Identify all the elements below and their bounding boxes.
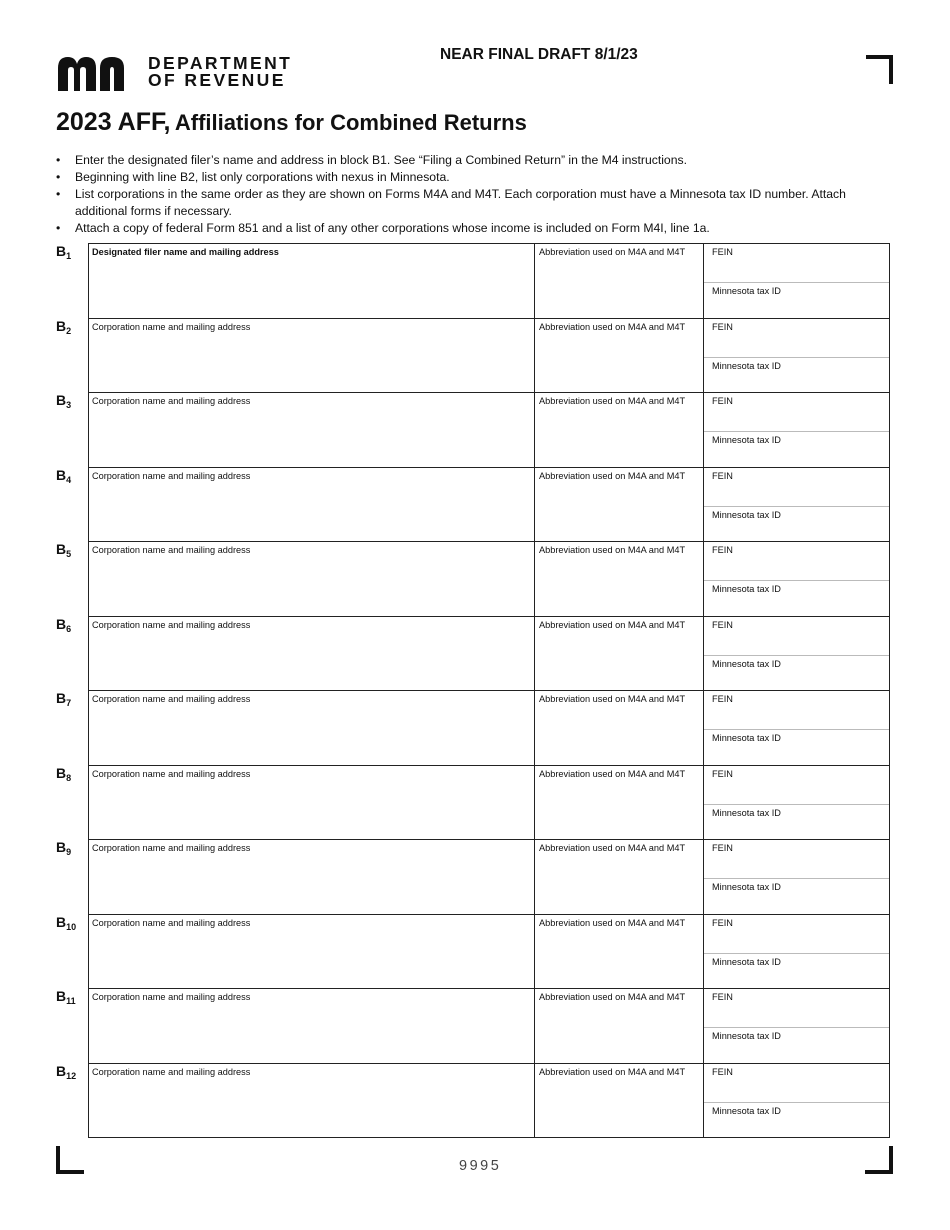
crop-mark-bottom-right-h	[865, 1170, 893, 1174]
corporation-row	[89, 840, 889, 915]
fein-field[interactable]: FEIN	[712, 322, 733, 332]
corporation-name-field[interactable]	[89, 542, 535, 616]
id-numbers-cell	[704, 1064, 889, 1137]
field-label: Corporation name and mailing address	[92, 471, 251, 481]
id-divider	[704, 729, 889, 730]
abbreviation-field[interactable]	[535, 915, 704, 988]
affiliations-table	[88, 243, 890, 1138]
corporation-name-field[interactable]	[89, 617, 535, 690]
field-label: Abbreviation used on M4A and M4T	[539, 992, 686, 1002]
row-label-number: 4	[66, 475, 72, 485]
row-label-letter: B	[56, 541, 67, 557]
field-label: Abbreviation used on M4A and M4T	[539, 918, 686, 928]
field-label: Abbreviation used on M4A and M4T	[539, 322, 686, 332]
field-label: Corporation name and mailing address	[92, 1067, 251, 1077]
minnesota-tax-id-field[interactable]: Minnesota tax ID	[712, 1031, 781, 1041]
form-number: 9995	[459, 1158, 502, 1174]
form-title	[56, 108, 527, 137]
fein-field[interactable]: FEIN	[712, 247, 733, 257]
row-label-number: 12	[66, 1071, 77, 1081]
id-numbers-cell	[704, 244, 889, 318]
department-name	[148, 55, 292, 89]
field-label: Corporation name and mailing address	[92, 992, 251, 1002]
row-label	[56, 243, 71, 261]
fein-field[interactable]: FEIN	[712, 769, 733, 779]
row-label-number: 7	[66, 698, 72, 708]
row-label-letter: B	[56, 988, 67, 1004]
minnesota-tax-id-field[interactable]: Minnesota tax ID	[712, 957, 781, 967]
minnesota-tax-id-field[interactable]: Minnesota tax ID	[712, 808, 781, 818]
row-label-letter: B	[56, 318, 67, 334]
id-numbers-cell	[704, 468, 889, 541]
corporation-row	[89, 915, 889, 989]
instructions-list	[56, 152, 896, 237]
field-label: Abbreviation used on M4A and M4T	[539, 396, 686, 406]
fein-field[interactable]: FEIN	[712, 992, 733, 1002]
department-line-1: DEPARTMENT	[148, 53, 293, 73]
corporation-row	[89, 1064, 889, 1137]
field-label: Abbreviation used on M4A and M4T	[539, 694, 686, 704]
fein-field[interactable]: FEIN	[712, 918, 733, 928]
corporation-name-field[interactable]	[89, 989, 535, 1063]
designated-filer-name-field[interactable]	[89, 244, 535, 318]
minnesota-tax-id-field[interactable]: Minnesota tax ID	[712, 435, 781, 445]
row-label-number: 1	[66, 251, 72, 261]
row-label-letter: B	[56, 914, 67, 930]
id-divider	[704, 431, 889, 432]
corporation-row	[89, 542, 889, 617]
id-numbers-cell	[704, 319, 889, 392]
corporation-row	[89, 244, 889, 319]
field-label: Abbreviation used on M4A and M4T	[539, 1067, 686, 1077]
abbreviation-field[interactable]	[535, 691, 704, 765]
department-line-2: OF REVENUE	[148, 70, 286, 90]
corporation-name-field[interactable]	[89, 915, 535, 988]
minnesota-tax-id-field[interactable]: Minnesota tax ID	[712, 510, 781, 520]
corporation-name-field[interactable]	[89, 840, 535, 914]
row-label-letter: B	[56, 392, 67, 408]
row-label	[56, 541, 71, 559]
id-numbers-cell	[704, 393, 889, 467]
id-divider	[704, 580, 889, 581]
id-divider	[704, 1102, 889, 1103]
corporation-row	[89, 393, 889, 468]
row-label-number: 5	[66, 549, 72, 559]
row-label-letter: B	[56, 616, 67, 632]
id-divider	[704, 655, 889, 656]
field-label: Corporation name and mailing address	[92, 396, 251, 406]
row-label	[56, 467, 71, 485]
field-label: Corporation name and mailing address	[92, 769, 251, 779]
abbreviation-field[interactable]	[535, 468, 704, 541]
corporation-row	[89, 319, 889, 393]
field-label: Abbreviation used on M4A and M4T	[539, 545, 686, 555]
row-label	[56, 914, 76, 932]
crop-mark-bottom-left-h	[56, 1170, 84, 1174]
row-label	[56, 839, 71, 857]
field-label: Abbreviation used on M4A and M4T	[539, 769, 686, 779]
crop-mark-top-right-v	[889, 55, 893, 84]
id-divider	[704, 953, 889, 954]
id-divider	[704, 282, 889, 283]
row-label-letter: B	[56, 1063, 67, 1079]
row-label	[56, 690, 71, 708]
field-label: Corporation name and mailing address	[92, 694, 251, 704]
corporation-row	[89, 691, 889, 766]
id-numbers-cell	[704, 617, 889, 690]
id-numbers-cell	[704, 542, 889, 616]
row-label-letter: B	[56, 690, 67, 706]
row-label	[56, 988, 76, 1006]
corporation-row	[89, 989, 889, 1064]
fein-field[interactable]: FEIN	[712, 843, 733, 853]
id-divider	[704, 506, 889, 507]
minnesota-tax-id-field[interactable]: Minnesota tax ID	[712, 882, 781, 892]
minnesota-tax-id-field[interactable]: Minnesota tax ID	[712, 584, 781, 594]
corporation-name-field[interactable]	[89, 319, 535, 392]
corporation-name-field[interactable]	[89, 766, 535, 839]
fein-field[interactable]: FEIN	[712, 471, 733, 481]
abbreviation-field[interactable]	[535, 617, 704, 690]
abbreviation-field[interactable]	[535, 1064, 704, 1137]
fein-field[interactable]: FEIN	[712, 694, 733, 704]
department-logo	[56, 55, 296, 95]
instruction-item: • Beginning with line B2, list only corporations with nexus in Minnesota.	[56, 169, 896, 186]
corporation-row	[89, 766, 889, 840]
field-label: Corporation name and mailing address	[92, 620, 251, 630]
mn-logo-icon	[56, 55, 136, 91]
instruction-item: • Enter the designated filer’s name and address in block B1. See “Filing a Combined Return” in the M4 instructions.	[56, 152, 896, 169]
id-divider	[704, 1027, 889, 1028]
field-label: Abbreviation used on M4A and M4T	[539, 843, 686, 853]
abbreviation-field[interactable]	[535, 244, 704, 318]
instruction-item: • List corporations in the same order as they are shown on Forms M4A and M4T. Each corporation must have a Minnesota tax ID number. Attach additional forms if necessary.	[56, 186, 896, 220]
row-label	[56, 616, 71, 634]
row-label-number: 11	[66, 996, 76, 1006]
minnesota-tax-id-field[interactable]: Minnesota tax ID	[712, 361, 781, 371]
row-label-number: 3	[66, 400, 72, 410]
row-label-number: 9	[66, 847, 72, 857]
row-label-number: 10	[66, 922, 77, 932]
corporation-row	[89, 617, 889, 691]
row-label-letter: B	[56, 765, 67, 781]
instruction-item: • Attach a copy of federal Form 851 and a list of any other corporations whose income is included on Form M4I, line 1a.	[56, 220, 896, 237]
field-label: Corporation name and mailing address	[92, 545, 251, 555]
row-label	[56, 392, 71, 410]
row-label-letter: B	[56, 839, 67, 855]
fein-field[interactable]: FEIN	[712, 396, 733, 406]
abbreviation-field[interactable]	[535, 542, 704, 616]
row-label-letter: B	[56, 467, 67, 483]
row-label-number: 2	[66, 326, 72, 336]
row-label	[56, 765, 71, 783]
field-label: Abbreviation used on M4A and M4T	[539, 471, 686, 481]
abbreviation-field[interactable]	[535, 989, 704, 1063]
row-label	[56, 1063, 76, 1081]
row-label-number: 8	[66, 773, 72, 783]
abbreviation-field[interactable]	[535, 393, 704, 467]
id-numbers-cell	[704, 766, 889, 839]
field-label: Corporation name and mailing address	[92, 843, 251, 853]
corporation-row	[89, 468, 889, 542]
field-label: Abbreviation used on M4A and M4T	[539, 247, 686, 257]
form-year-code: 2023 AFF,	[56, 108, 171, 136]
fein-field[interactable]: FEIN	[712, 620, 733, 630]
corporation-name-field[interactable]	[89, 1064, 535, 1137]
id-divider	[704, 804, 889, 805]
field-label: Abbreviation used on M4A and M4T	[539, 620, 686, 630]
id-numbers-cell	[704, 915, 889, 988]
minnesota-tax-id-field[interactable]: Minnesota tax ID	[712, 659, 781, 669]
abbreviation-field[interactable]	[535, 319, 704, 392]
field-label: Designated filer name and mailing address	[92, 247, 279, 257]
minnesota-tax-id-field[interactable]: Minnesota tax ID	[712, 286, 781, 296]
abbreviation-field[interactable]	[535, 766, 704, 839]
row-label	[56, 318, 71, 336]
fein-field[interactable]: FEIN	[712, 545, 733, 555]
fein-field[interactable]: FEIN	[712, 1067, 733, 1077]
row-label-number: 6	[66, 624, 72, 634]
corporation-name-field[interactable]	[89, 691, 535, 765]
draft-label: NEAR FINAL DRAFT 8/1/23	[440, 46, 638, 63]
id-numbers-cell	[704, 840, 889, 914]
id-numbers-cell	[704, 691, 889, 765]
id-divider	[704, 878, 889, 879]
id-divider	[704, 357, 889, 358]
corporation-name-field[interactable]	[89, 468, 535, 541]
minnesota-tax-id-field[interactable]: Minnesota tax ID	[712, 733, 781, 743]
id-numbers-cell	[704, 989, 889, 1063]
field-label: Corporation name and mailing address	[92, 322, 251, 332]
corporation-name-field[interactable]	[89, 393, 535, 467]
abbreviation-field[interactable]	[535, 840, 704, 914]
minnesota-tax-id-field[interactable]: Minnesota tax ID	[712, 1106, 781, 1116]
form-name: Affiliations for Combined Returns	[174, 110, 527, 135]
field-label: Corporation name and mailing address	[92, 918, 251, 928]
row-label-letter: B	[56, 243, 67, 259]
